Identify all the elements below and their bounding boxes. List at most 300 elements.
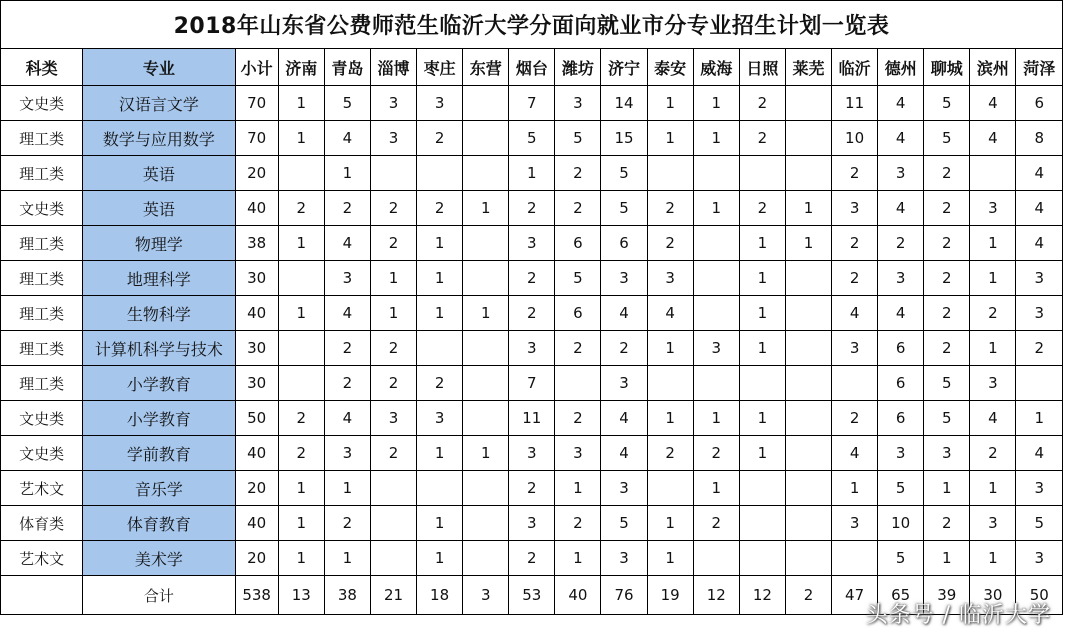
- quota-cell: 1: [693, 471, 739, 506]
- subtotal-cell: 30: [235, 261, 278, 296]
- quota-cell: 1: [463, 436, 509, 471]
- major-cell: 学前教育: [83, 436, 235, 471]
- quota-cell: [739, 156, 785, 191]
- table-row: [1, 541, 1063, 576]
- table-row: [1, 471, 1063, 506]
- quota-cell: [463, 366, 509, 401]
- quota-cell: 1: [647, 541, 693, 576]
- table-row: [1, 506, 1063, 541]
- quota-cell: [785, 331, 831, 366]
- quota-cell: 1: [693, 191, 739, 226]
- subtotal-cell: 20: [235, 156, 278, 191]
- subtotal-cell: 40: [235, 506, 278, 541]
- major-cell: 计算机科学与技术: [83, 331, 235, 366]
- quota-cell: 1: [693, 401, 739, 436]
- subtotal-cell: 38: [235, 226, 278, 261]
- quota-cell: 2: [278, 401, 324, 436]
- column-header: 烟台: [509, 49, 555, 86]
- quota-cell: [463, 86, 509, 121]
- quota-cell: [970, 156, 1016, 191]
- column-header: 小计: [235, 49, 278, 86]
- quota-cell: 4: [324, 121, 370, 156]
- quota-cell: 2: [417, 191, 463, 226]
- quota-cell: 1: [324, 471, 370, 506]
- quota-cell: 4: [601, 401, 647, 436]
- quota-cell: 1: [924, 541, 970, 576]
- quota-cell: [785, 366, 831, 401]
- quota-cell: [463, 156, 509, 191]
- quota-cell: 3: [601, 261, 647, 296]
- quota-cell: 1: [463, 191, 509, 226]
- quota-cell: [370, 541, 416, 576]
- major-cell: 小学教育: [83, 366, 235, 401]
- quota-cell: 3: [924, 436, 970, 471]
- total-label: 合计: [83, 576, 235, 615]
- column-header: 潍坊: [555, 49, 601, 86]
- quota-cell: 5: [601, 191, 647, 226]
- quota-cell: 5: [924, 366, 970, 401]
- column-header: 枣庄: [417, 49, 463, 86]
- quota-cell: [693, 366, 739, 401]
- subtotal-cell: 20: [235, 471, 278, 506]
- quota-cell: 6: [878, 401, 924, 436]
- quota-cell: 2: [832, 401, 878, 436]
- category-cell: 文史类: [1, 401, 83, 436]
- quota-cell: 1: [832, 471, 878, 506]
- city-total-cell: 76: [601, 576, 647, 615]
- quota-cell: 10: [832, 121, 878, 156]
- quota-cell: 1: [417, 506, 463, 541]
- quota-cell: 3: [601, 541, 647, 576]
- quota-cell: 4: [970, 401, 1016, 436]
- quota-cell: [785, 436, 831, 471]
- quota-cell: 4: [601, 436, 647, 471]
- quota-cell: 5: [555, 261, 601, 296]
- quota-cell: [463, 261, 509, 296]
- city-total-cell: 65: [878, 576, 924, 615]
- subtotal-cell: 40: [235, 436, 278, 471]
- quota-cell: 4: [878, 296, 924, 331]
- quota-cell: 3: [693, 331, 739, 366]
- quota-cell: 4: [970, 121, 1016, 156]
- subtotal-cell: 30: [235, 366, 278, 401]
- quota-cell: 3: [647, 261, 693, 296]
- major-cell: 数学与应用数学: [83, 121, 235, 156]
- quota-cell: [739, 471, 785, 506]
- quota-cell: 2: [924, 261, 970, 296]
- quota-cell: 3: [370, 86, 416, 121]
- quota-cell: 2: [924, 226, 970, 261]
- header-row: [1, 49, 1063, 86]
- quota-cell: [785, 121, 831, 156]
- quota-cell: 1: [324, 156, 370, 191]
- category-cell: 理工类: [1, 331, 83, 366]
- quota-cell: 7: [509, 86, 555, 121]
- quota-cell: 2: [555, 401, 601, 436]
- quota-cell: 4: [1016, 156, 1063, 191]
- quota-cell: 1: [278, 226, 324, 261]
- quota-cell: 1: [555, 541, 601, 576]
- quota-cell: 2: [739, 121, 785, 156]
- column-header: 淄博: [370, 49, 416, 86]
- quota-cell: 4: [324, 296, 370, 331]
- quota-cell: [463, 226, 509, 261]
- quota-cell: 3: [970, 506, 1016, 541]
- quota-cell: [832, 366, 878, 401]
- quota-cell: 3: [1016, 541, 1063, 576]
- quota-cell: 2: [924, 506, 970, 541]
- quota-cell: 5: [924, 86, 970, 121]
- column-header: 济南: [278, 49, 324, 86]
- subtotal-cell: 70: [235, 86, 278, 121]
- quota-cell: 2: [278, 436, 324, 471]
- subtotal-cell: 50: [235, 401, 278, 436]
- quota-cell: 6: [601, 226, 647, 261]
- quota-cell: 1: [417, 226, 463, 261]
- quota-cell: 4: [878, 86, 924, 121]
- quota-cell: [463, 331, 509, 366]
- quota-cell: 3: [509, 331, 555, 366]
- column-header: 济宁: [601, 49, 647, 86]
- column-header: 青岛: [324, 49, 370, 86]
- quota-cell: 3: [832, 191, 878, 226]
- quota-cell: 1: [278, 471, 324, 506]
- quota-cell: [832, 541, 878, 576]
- quota-cell: 1: [739, 296, 785, 331]
- quota-cell: [370, 471, 416, 506]
- table-row: [1, 401, 1063, 436]
- quota-cell: 2: [509, 471, 555, 506]
- quota-cell: 3: [1016, 296, 1063, 331]
- table-row: [1, 121, 1063, 156]
- quota-cell: 4: [970, 86, 1016, 121]
- city-total-cell: 50: [1016, 576, 1063, 615]
- quota-cell: 4: [324, 401, 370, 436]
- quota-cell: 2: [647, 191, 693, 226]
- column-header: 日照: [739, 49, 785, 86]
- quota-cell: 1: [647, 401, 693, 436]
- city-total-cell: 21: [370, 576, 416, 615]
- quota-cell: [785, 541, 831, 576]
- quota-cell: 2: [509, 296, 555, 331]
- quota-cell: 2: [555, 331, 601, 366]
- quota-cell: 2: [601, 331, 647, 366]
- quota-cell: [693, 226, 739, 261]
- quota-cell: [785, 156, 831, 191]
- quota-cell: [785, 261, 831, 296]
- quota-cell: 1: [970, 541, 1016, 576]
- quota-cell: 5: [924, 121, 970, 156]
- quota-cell: 5: [878, 541, 924, 576]
- quota-cell: [417, 331, 463, 366]
- quota-cell: 2: [324, 506, 370, 541]
- quota-cell: 2: [370, 226, 416, 261]
- quota-cell: 4: [832, 296, 878, 331]
- quota-cell: 2: [647, 226, 693, 261]
- major-cell: 音乐学: [83, 471, 235, 506]
- quota-cell: 1: [785, 191, 831, 226]
- quota-cell: 2: [832, 226, 878, 261]
- major-cell: 物理学: [83, 226, 235, 261]
- city-total-cell: 47: [832, 576, 878, 615]
- quota-cell: 1: [509, 156, 555, 191]
- quota-cell: 1: [278, 541, 324, 576]
- total-row: [1, 576, 1063, 615]
- quota-cell: [463, 506, 509, 541]
- quota-cell: 2: [924, 296, 970, 331]
- category-cell: 理工类: [1, 261, 83, 296]
- city-total-cell: 19: [647, 576, 693, 615]
- quota-cell: 5: [601, 156, 647, 191]
- quota-cell: 2: [555, 191, 601, 226]
- major-cell: 汉语言文学: [83, 86, 235, 121]
- quota-cell: 2: [324, 191, 370, 226]
- quota-cell: 6: [1016, 86, 1063, 121]
- quota-cell: 2: [324, 366, 370, 401]
- quota-cell: 2: [324, 331, 370, 366]
- quota-cell: 3: [509, 226, 555, 261]
- quota-cell: 5: [324, 86, 370, 121]
- quota-cell: 4: [1016, 191, 1063, 226]
- quota-cell: 3: [370, 121, 416, 156]
- quota-cell: 3: [970, 366, 1016, 401]
- column-header: 科类: [1, 49, 83, 86]
- quota-cell: 2: [509, 261, 555, 296]
- quota-cell: [739, 366, 785, 401]
- city-total-cell: 53: [509, 576, 555, 615]
- quota-cell: 2: [370, 191, 416, 226]
- quota-cell: [693, 261, 739, 296]
- quota-cell: [555, 366, 601, 401]
- quota-cell: 1: [739, 261, 785, 296]
- quota-cell: 1: [417, 261, 463, 296]
- watermark-text: 头条号 / 临沂大学: [865, 603, 1051, 628]
- quota-cell: 1: [924, 471, 970, 506]
- quota-cell: 1: [647, 86, 693, 121]
- column-header: 泰安: [647, 49, 693, 86]
- quota-cell: 1: [278, 121, 324, 156]
- quota-cell: 1: [739, 436, 785, 471]
- quota-cell: 6: [555, 226, 601, 261]
- table-row: [1, 366, 1063, 401]
- city-total-cell: 18: [417, 576, 463, 615]
- quota-cell: 6: [555, 296, 601, 331]
- table-row: [1, 261, 1063, 296]
- quota-cell: 3: [370, 401, 416, 436]
- quota-cell: 4: [878, 121, 924, 156]
- quota-cell: 1: [785, 226, 831, 261]
- major-cell: 小学教育: [83, 401, 235, 436]
- quota-cell: 2: [924, 331, 970, 366]
- table-row: [1, 436, 1063, 471]
- quota-cell: 4: [324, 226, 370, 261]
- quota-cell: [739, 506, 785, 541]
- quota-cell: [647, 471, 693, 506]
- category-cell: 艺术文: [1, 541, 83, 576]
- quota-cell: 2: [1016, 331, 1063, 366]
- quota-cell: [693, 156, 739, 191]
- quota-cell: 3: [970, 191, 1016, 226]
- quota-cell: 1: [970, 226, 1016, 261]
- quota-cell: 3: [509, 506, 555, 541]
- quota-cell: 2: [693, 436, 739, 471]
- category-cell: 理工类: [1, 296, 83, 331]
- quota-cell: 2: [970, 296, 1016, 331]
- quota-cell: 1: [970, 471, 1016, 506]
- column-header: 聊城: [924, 49, 970, 86]
- quota-cell: 3: [509, 436, 555, 471]
- quota-cell: 4: [832, 436, 878, 471]
- quota-cell: 3: [878, 156, 924, 191]
- quota-cell: 2: [509, 541, 555, 576]
- city-total-cell: 2: [785, 576, 831, 615]
- quota-cell: [278, 261, 324, 296]
- quota-cell: 5: [878, 471, 924, 506]
- quota-cell: 1: [278, 506, 324, 541]
- quota-cell: 1: [417, 436, 463, 471]
- grand-total-cell: 538: [235, 576, 278, 615]
- quota-cell: 3: [878, 261, 924, 296]
- quota-cell: 5: [924, 401, 970, 436]
- quota-cell: 3: [601, 366, 647, 401]
- quota-cell: 1: [647, 331, 693, 366]
- category-cell: 理工类: [1, 226, 83, 261]
- quota-cell: 1: [739, 401, 785, 436]
- quota-cell: [278, 156, 324, 191]
- quota-cell: [739, 541, 785, 576]
- quota-cell: 3: [324, 436, 370, 471]
- quota-cell: 1: [739, 226, 785, 261]
- quota-cell: [417, 156, 463, 191]
- table-row: [1, 226, 1063, 261]
- quota-cell: 2: [370, 436, 416, 471]
- quota-cell: [463, 471, 509, 506]
- quota-cell: 1: [463, 296, 509, 331]
- quota-cell: [647, 156, 693, 191]
- quota-cell: 2: [924, 156, 970, 191]
- quota-cell: 2: [878, 226, 924, 261]
- quota-cell: 1: [324, 541, 370, 576]
- city-total-cell: 12: [739, 576, 785, 615]
- quota-cell: [370, 156, 416, 191]
- quota-cell: [417, 471, 463, 506]
- quota-cell: 2: [693, 506, 739, 541]
- major-cell: 体育教育: [83, 506, 235, 541]
- quota-cell: 11: [509, 401, 555, 436]
- quota-cell: 10: [878, 506, 924, 541]
- column-header: 菏泽: [1016, 49, 1063, 86]
- subtotal-cell: 70: [235, 121, 278, 156]
- quota-cell: 3: [832, 331, 878, 366]
- quota-cell: 1: [647, 121, 693, 156]
- quota-cell: 3: [878, 436, 924, 471]
- quota-cell: 5: [1016, 506, 1063, 541]
- quota-cell: 2: [970, 436, 1016, 471]
- quota-cell: 6: [878, 331, 924, 366]
- quota-cell: 2: [555, 506, 601, 541]
- quota-cell: 1: [417, 541, 463, 576]
- table-title: 2018年山东省公费师范生临沂大学分面向就业市分专业招生计划一览表: [1, 1, 1063, 49]
- quota-cell: [785, 401, 831, 436]
- quota-cell: 1: [739, 331, 785, 366]
- quota-cell: 1: [370, 296, 416, 331]
- city-total-cell: 38: [324, 576, 370, 615]
- quota-cell: 5: [555, 121, 601, 156]
- category-cell: 文史类: [1, 86, 83, 121]
- quota-cell: [278, 331, 324, 366]
- quota-cell: 11: [832, 86, 878, 121]
- quota-cell: 2: [417, 121, 463, 156]
- subtotal-cell: 20: [235, 541, 278, 576]
- quota-cell: 2: [739, 191, 785, 226]
- quota-cell: [785, 86, 831, 121]
- quota-cell: 2: [370, 331, 416, 366]
- quota-cell: 3: [832, 506, 878, 541]
- column-header: 专业: [83, 49, 235, 86]
- quota-cell: 7: [509, 366, 555, 401]
- quota-cell: [693, 541, 739, 576]
- quota-cell: 4: [1016, 436, 1063, 471]
- category-cell: 理工类: [1, 366, 83, 401]
- city-total-cell: 12: [693, 576, 739, 615]
- quota-cell: 5: [601, 506, 647, 541]
- column-header: 莱芜: [785, 49, 831, 86]
- quota-cell: 2: [647, 436, 693, 471]
- quota-cell: 3: [555, 86, 601, 121]
- total-category-cell: [1, 576, 83, 615]
- quota-cell: [647, 366, 693, 401]
- category-cell: 艺术文: [1, 471, 83, 506]
- quota-cell: 1: [693, 121, 739, 156]
- quota-cell: [278, 366, 324, 401]
- city-total-cell: 40: [555, 576, 601, 615]
- quota-cell: [785, 471, 831, 506]
- quota-cell: [463, 121, 509, 156]
- major-cell: 英语: [83, 156, 235, 191]
- quota-cell: 4: [601, 296, 647, 331]
- quota-cell: [463, 541, 509, 576]
- subtotal-cell: 30: [235, 331, 278, 366]
- quota-cell: 1: [1016, 401, 1063, 436]
- quota-cell: 3: [601, 471, 647, 506]
- major-cell: 生物科学: [83, 296, 235, 331]
- quota-cell: 1: [555, 471, 601, 506]
- quota-cell: 2: [555, 156, 601, 191]
- column-header: 东营: [463, 49, 509, 86]
- quota-cell: 2: [278, 191, 324, 226]
- quota-cell: 1: [370, 261, 416, 296]
- major-cell: 美术学: [83, 541, 235, 576]
- quota-cell: 1: [278, 86, 324, 121]
- quota-cell: 1: [693, 86, 739, 121]
- subtotal-cell: 40: [235, 191, 278, 226]
- quota-cell: 2: [924, 191, 970, 226]
- category-cell: 文史类: [1, 191, 83, 226]
- quota-cell: 2: [739, 86, 785, 121]
- major-cell: 地理科学: [83, 261, 235, 296]
- quota-cell: 3: [1016, 261, 1063, 296]
- quota-cell: 8: [1016, 121, 1063, 156]
- quota-cell: 15: [601, 121, 647, 156]
- quota-cell: [693, 296, 739, 331]
- subtotal-cell: 40: [235, 296, 278, 331]
- table-row: [1, 191, 1063, 226]
- major-cell: 英语: [83, 191, 235, 226]
- quota-cell: 3: [324, 261, 370, 296]
- quota-cell: 1: [970, 331, 1016, 366]
- quota-cell: 6: [878, 366, 924, 401]
- city-total-cell: 30: [970, 576, 1016, 615]
